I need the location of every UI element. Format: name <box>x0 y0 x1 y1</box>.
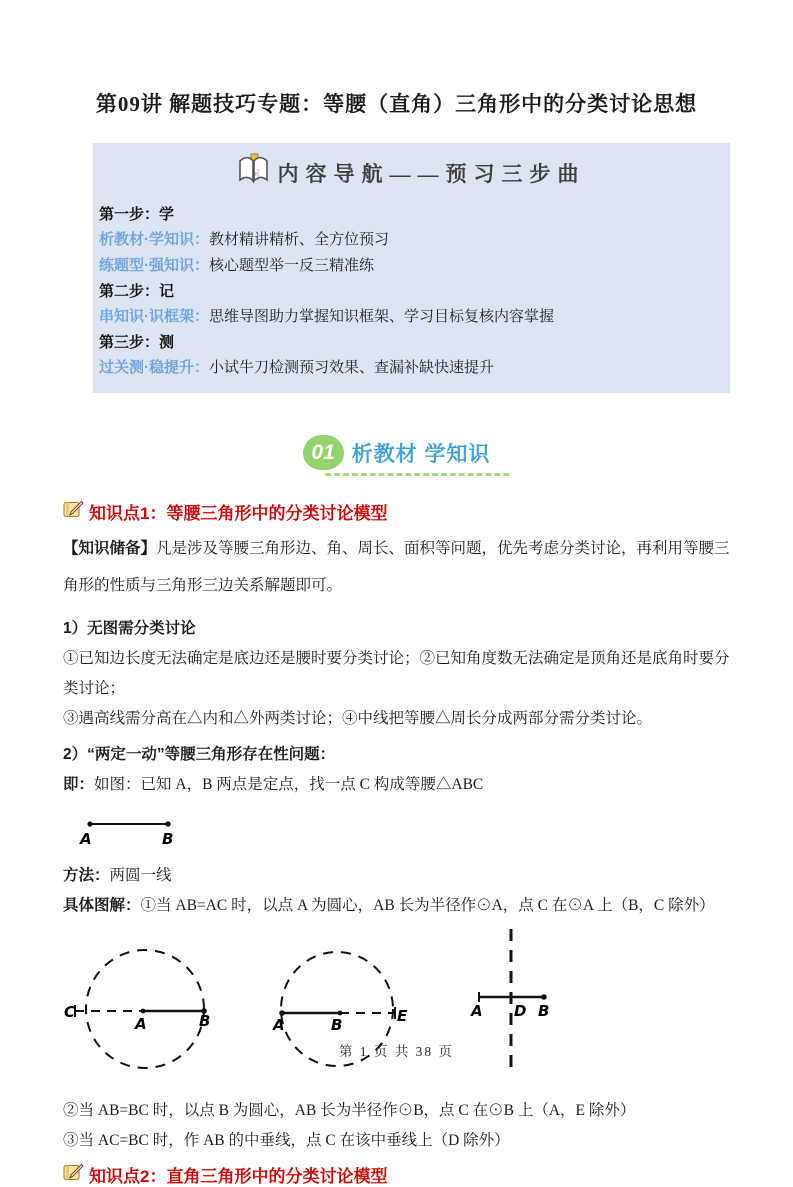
notebook-pencil-icon <box>63 1163 84 1187</box>
circle-b-point-a-label: A <box>273 1016 285 1034</box>
intro-label: 即： <box>63 776 95 793</box>
nav-item-key: 析教材·学知识： <box>99 231 209 248</box>
nav-item-test <box>99 355 720 381</box>
sub1-item-line-2: ③遇高线需分高在△内和△外两类讨论；④中线把等腰△周长分成两部分需分类讨论。 <box>63 710 653 727</box>
nav-item-desc: 教材精讲精析、全方位预习 <box>209 232 390 248</box>
nav-item-key: 过关测·稳提升： <box>99 359 209 376</box>
point-b-label: B <box>162 830 174 848</box>
knowledge-point-1-heading <box>63 499 733 524</box>
sub1-item-line-1: ①已知边长度无法确定是底边还是腰时要分类讨论；②已知角度数无法确定是顶角还是底角时要分类讨论； <box>63 650 730 697</box>
bisector-point-d-label: D <box>514 1002 527 1020</box>
bisector-point-b-label: B <box>538 1002 550 1020</box>
reserve-text: 凡是涉及等腰三角形边、角、周长、面积等问题，优先考虑分类讨论，再利用等腰三角形的性质与三角形三边关系解题即可。 <box>63 540 730 594</box>
circle-b-point-e-label: E <box>397 1007 408 1025</box>
nav-step-3: 第三步：测 <box>99 334 175 351</box>
nav-item-key: 串知识·识框架： <box>99 308 209 325</box>
green-dashed-underline <box>325 473 509 476</box>
graphic-step-3: ③当 AC=BC 时，作 AB 的中垂线，点 C 在该中垂线上（D 除外） <box>63 1132 510 1149</box>
circles-bisector-figure <box>63 925 793 1090</box>
graphic-step-1 <box>63 891 735 921</box>
nav-item-desc: 核心题型举一反三精准练 <box>209 258 375 274</box>
page-number-footer: 第 1 页 共 38 页 <box>338 1044 455 1059</box>
circle-a-center-label: A <box>135 1015 147 1033</box>
graphic-step-2: ②当 AB=BC 时，以点 B 为圆心，AB 长为半径作⊙B，点 C 在⊙B 上（A，E 除外） <box>63 1102 636 1119</box>
nav-item-key: 练题型·强知识： <box>99 257 209 274</box>
knowledge-point-2-heading <box>63 1162 733 1187</box>
segment-ab-figure <box>70 810 793 857</box>
method-label: 方法： <box>63 867 110 884</box>
notebook-pencil-icon <box>63 500 84 524</box>
nav-header <box>99 153 720 192</box>
nav-item-practice <box>99 253 720 279</box>
nav-item-desc: 思维导图助力掌握知识框架、学习目标复核内容掌握 <box>209 309 555 325</box>
section-number-badge: 01 <box>303 435 344 470</box>
open-book-hand-icon <box>234 153 274 192</box>
nav-item-desc: 小试牛刀检测预习效果、查漏补缺快速提升 <box>209 360 495 376</box>
sub2-intro <box>63 770 735 800</box>
circle-b-center-label: B <box>331 1016 343 1034</box>
svg-text:☝: ☝ <box>250 166 260 184</box>
knowledge-reserve-paragraph <box>63 530 735 604</box>
nav-step-2: 第二步：记 <box>99 283 175 300</box>
nav-item-framework <box>99 304 720 330</box>
point-a-label: A <box>80 830 92 848</box>
graphic-label: 具体图解： <box>63 897 141 914</box>
nav-title: 内容导航——预习三步曲 <box>277 161 586 186</box>
circle-a-point-b-label: B <box>199 1012 211 1030</box>
section-01-header <box>0 435 793 479</box>
page-title: 第09讲 解题技巧专题：等腰（直角）三角形中的分类讨论思想 <box>95 92 698 116</box>
nav-item-analyze <box>99 227 720 253</box>
method-line <box>63 861 735 891</box>
section-title: 析教材 学知识 <box>351 442 491 466</box>
content-nav-box <box>93 143 730 393</box>
sub2-title: 2）“两定一动”等腰三角形存在性问题： <box>63 746 336 763</box>
circle-a-point-c-label: C <box>64 1003 76 1021</box>
method-text: 两圆一线 <box>109 867 172 884</box>
bisector-point-a-label: A <box>471 1002 483 1020</box>
knowledge-point-1-title: 知识点1：等腰三角形中的分类讨论模型 <box>89 504 388 523</box>
knowledge-point-2-title: 知识点2：直角三角形中的分类讨论模型 <box>89 1167 388 1186</box>
intro-text: 如图：已知 A，B 两点是定点，找一点 C 构成等腰△ABC <box>94 776 484 793</box>
graphic-step-1-text: ①当 AB=AC 时，以点 A 为圆心，AB 长为半径作⊙A，点 C 在⊙A 上（B，C 除外） <box>140 897 715 914</box>
nav-step-1: 第一步：学 <box>99 206 175 223</box>
reserve-label: 【知识储备】 <box>63 540 157 557</box>
sub1-title: 1）无图需分类讨论 <box>63 620 196 637</box>
